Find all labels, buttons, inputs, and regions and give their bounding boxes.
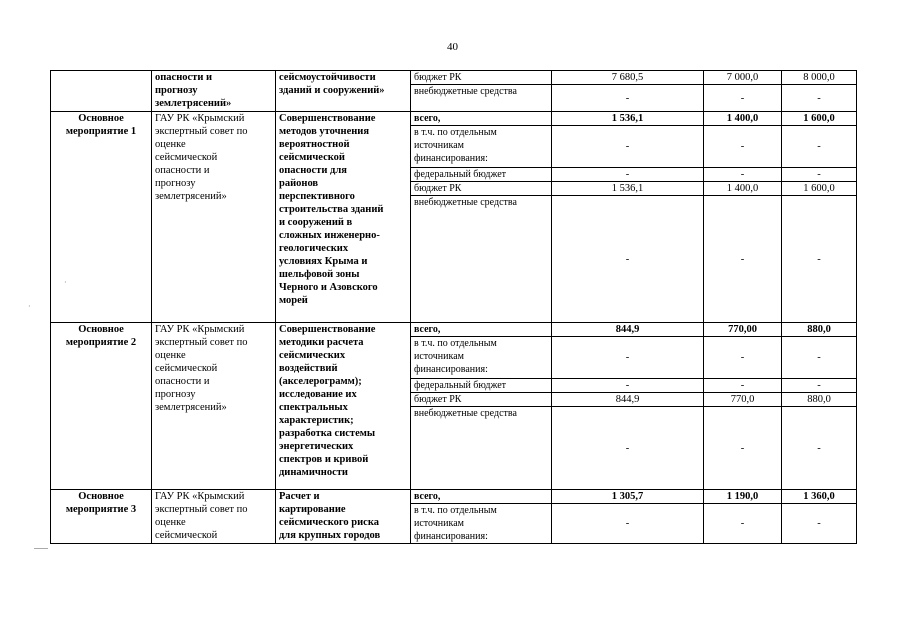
source-line: в т.ч. по отдельным <box>414 505 497 516</box>
value-cell: 1 400,0 <box>704 182 782 196</box>
value-cell: - <box>782 126 857 168</box>
source-line: в т.ч. по отдельным <box>414 127 497 138</box>
measure-label: мероприятие 1 <box>65 126 137 137</box>
value-cell: 1 536,1 <box>552 112 704 126</box>
value-cell: - <box>782 407 857 490</box>
value-cell: - <box>782 379 857 393</box>
content-line: энергетических <box>279 441 354 452</box>
page-number: 40 <box>447 41 458 53</box>
content-line: методики расчета <box>279 337 364 348</box>
content-line: перспективного <box>279 191 355 202</box>
executor-line: прогнозу <box>155 389 196 400</box>
value-cell: 7 000,0 <box>704 71 782 85</box>
value-cell: - <box>782 85 857 112</box>
source-cell: внебюджетные средства <box>411 407 552 490</box>
measure-label-cell <box>51 323 152 490</box>
content-line: геологических <box>279 243 349 254</box>
financing-table <box>50 70 857 544</box>
value-cell: - <box>552 168 704 182</box>
content-line: воздействий <box>279 363 338 374</box>
executor-line: прогнозу <box>155 85 198 96</box>
content-line: динамичности <box>279 467 348 478</box>
content-line: сложных инженерно- <box>279 230 380 241</box>
source-cell: бюджет РК <box>411 71 552 85</box>
value-cell: - <box>704 379 782 393</box>
executor-cell <box>152 323 276 490</box>
content-line: для крупных городов <box>279 530 381 541</box>
content-line: и сооружений в <box>279 217 353 228</box>
source-cell <box>411 337 552 379</box>
content-line: Черного и Азовского <box>279 282 378 293</box>
executor-line: прогнозу <box>155 178 196 189</box>
value-cell: - <box>704 337 782 379</box>
value-cell: - <box>704 196 782 323</box>
executor-line: экспертный совет по <box>155 126 248 137</box>
value-cell: 1 400,0 <box>704 112 782 126</box>
source-cell: федеральный бюджет <box>411 379 552 393</box>
source-line: источникам <box>414 140 464 151</box>
value-cell: - <box>782 337 857 379</box>
content-cell <box>276 71 411 112</box>
source-cell: внебюджетные средства <box>411 85 552 112</box>
value-cell: - <box>704 168 782 182</box>
source-cell: бюджет РК <box>411 393 552 407</box>
scan-mark: · <box>64 278 67 287</box>
executor-line: экспертный совет по <box>155 337 248 348</box>
value-cell: 1 190,0 <box>704 490 782 504</box>
scan-mark <box>34 548 48 549</box>
value-cell: - <box>552 337 704 379</box>
scan-mark: · <box>28 302 31 311</box>
table-row <box>51 323 857 337</box>
source-line: финансирования: <box>414 153 488 164</box>
executor-line: землетрясений» <box>155 98 232 109</box>
content-line: зданий и сооружений» <box>279 85 385 96</box>
measure-label-cell <box>51 490 152 544</box>
source-cell <box>411 126 552 168</box>
content-line: сейсмических <box>279 350 346 361</box>
value-cell: 8 000,0 <box>782 71 857 85</box>
value-cell: 880,0 <box>782 393 857 407</box>
content-line: сейсмической <box>279 152 345 163</box>
source-cell: всего, <box>411 112 552 126</box>
source-line: в т.ч. по отдельным <box>414 338 497 349</box>
value-cell: - <box>782 196 857 323</box>
content-line: Совершенствование <box>279 113 376 124</box>
content-line: (акселерограмм); <box>279 376 362 387</box>
content-line: Совершенствование <box>279 324 376 335</box>
source-cell <box>411 504 552 544</box>
content-line: исследование их <box>279 389 357 400</box>
value-cell: - <box>552 126 704 168</box>
executor-line: сейсмической <box>155 530 218 541</box>
value-cell: - <box>552 85 704 112</box>
source-line: источникам <box>414 351 464 362</box>
content-line: характеристик; <box>279 415 354 426</box>
value-cell: 1 536,1 <box>552 182 704 196</box>
value-cell: - <box>552 504 704 544</box>
value-cell: 7 680,5 <box>552 71 704 85</box>
executor-line: землетрясений» <box>155 402 227 413</box>
executor-line: сейсмической <box>155 152 218 163</box>
content-line: строительства зданий <box>279 204 384 215</box>
content-line: шельфовой зоны <box>279 269 360 280</box>
source-line: источникам <box>414 518 464 529</box>
content-line: спектров и кривой <box>279 454 369 465</box>
measure-label: мероприятие 3 <box>65 504 137 515</box>
content-cell <box>276 323 411 490</box>
value-cell: - <box>552 407 704 490</box>
measure-label: Основное <box>78 324 124 335</box>
content-line: методов уточнения <box>279 126 370 137</box>
value-cell: 844,9 <box>552 323 704 337</box>
content-cell <box>276 490 411 544</box>
executor-line: ГАУ РК «Крымский <box>155 324 245 335</box>
value-cell: - <box>704 126 782 168</box>
content-line: вероятностной <box>279 139 350 150</box>
value-cell: 770,0 <box>704 393 782 407</box>
source-line: финансирования: <box>414 364 488 375</box>
source-cell: федеральный бюджет <box>411 168 552 182</box>
value-cell: 1 600,0 <box>782 182 857 196</box>
content-cell <box>276 112 411 323</box>
measure-label-cell <box>51 112 152 323</box>
table-row <box>51 490 857 504</box>
content-line: разработка системы <box>279 428 376 439</box>
value-cell: - <box>704 85 782 112</box>
executor-cell <box>152 71 276 112</box>
executor-cell <box>152 112 276 323</box>
content-line: Расчет и <box>279 491 320 502</box>
executor-cell <box>152 490 276 544</box>
executor-line: оценке <box>155 139 186 150</box>
value-cell: - <box>704 407 782 490</box>
measure-label: мероприятие 2 <box>65 337 137 348</box>
executor-line: опасности и <box>155 165 210 176</box>
value-cell: 1 305,7 <box>552 490 704 504</box>
executor-line: опасности и <box>155 376 210 387</box>
measure-label: Основное <box>78 491 124 502</box>
value-cell: 844,9 <box>552 393 704 407</box>
content-line: сейсмоустойчивости <box>279 72 376 83</box>
value-cell: - <box>782 168 857 182</box>
value-cell: - <box>704 504 782 544</box>
executor-line: экспертный совет по <box>155 504 248 515</box>
source-cell: всего, <box>411 323 552 337</box>
table-row <box>51 112 857 126</box>
value-cell: - <box>552 379 704 393</box>
content-line: условиях Крыма и <box>279 256 368 267</box>
value-cell: - <box>782 504 857 544</box>
executor-line: опасности и <box>155 72 213 83</box>
value-cell: 1 360,0 <box>782 490 857 504</box>
source-cell: всего, <box>411 490 552 504</box>
table-row <box>51 71 857 85</box>
source-cell: внебюджетные средства <box>411 196 552 323</box>
executor-line: оценке <box>155 350 186 361</box>
content-line: опасности для <box>279 165 347 176</box>
measure-label: Основное <box>78 113 124 124</box>
content-line: спектральных <box>279 402 348 413</box>
executor-line: землетрясений» <box>155 191 227 202</box>
content-line: морей <box>279 295 308 306</box>
content-line: районов <box>279 178 319 189</box>
value-cell: - <box>552 196 704 323</box>
content-line: сейсмического риска <box>279 517 379 528</box>
value-cell: 880,0 <box>782 323 857 337</box>
executor-line: ГАУ РК «Крымский <box>155 113 245 124</box>
executor-line: ГАУ РК «Крымский <box>155 491 245 502</box>
executor-line: оценке <box>155 517 186 528</box>
content-line: картирование <box>279 504 346 515</box>
measure-label-cell <box>51 71 152 112</box>
executor-line: сейсмической <box>155 363 218 374</box>
value-cell: 770,00 <box>704 323 782 337</box>
source-line: финансирования: <box>414 531 488 542</box>
source-cell: бюджет РК <box>411 182 552 196</box>
value-cell: 1 600,0 <box>782 112 857 126</box>
